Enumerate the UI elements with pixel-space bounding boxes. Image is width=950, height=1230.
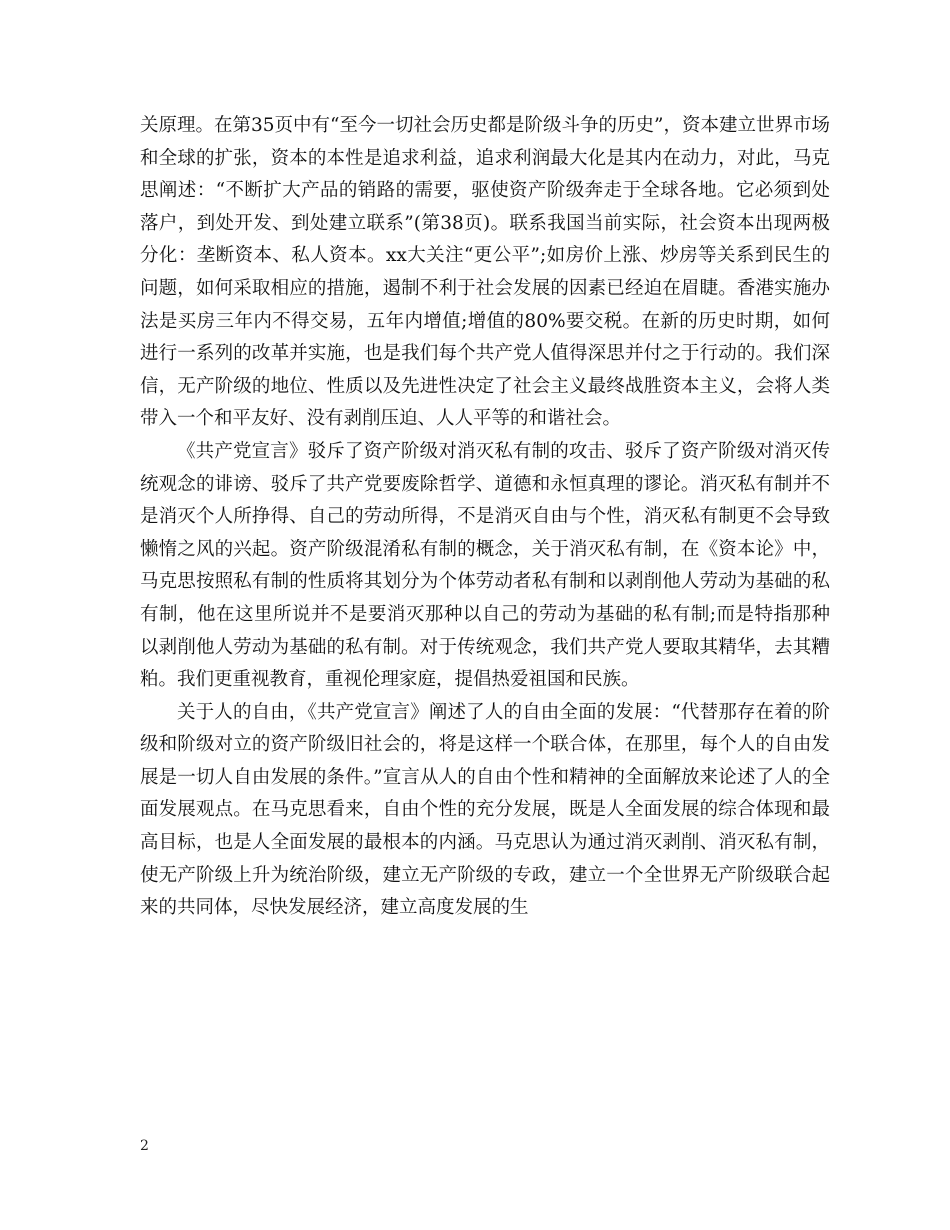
body-text bbox=[140, 110, 830, 925]
paragraph-manifesto-private-property: 《共产党宣言》驳斥了资产阶级对消灭私有制的攻击、驳斥了资产阶级对消灭传统观念的诽谤、驳斥了共产党要废除哲学、道德和永恒真理的谬论。消灭私有制并不是消灭个人所挣得、自己的劳动所得，不是消灭自由与个性，消灭私有制更不会导致懒惰之风的兴起。资产阶级混淆私有制的概念，关于消灭私有制，在《资本论》中，马克思按照私有制的性质将其划分为个体劳动者私有制和以剥削他人劳动为基础的私有制，他在这里所说并不是要消灭那种以自己的劳动为基础的私有制;而是特指那种以剥削他人劳动为基础的私有制。对于传统观念，我们共产党人要取其精华，去其糟粕。我们更重视教育，重视伦理家庭，提倡热爱祖国和民族。 bbox=[140, 440, 830, 691]
paragraph-human-freedom: 关于人的自由，《共产党宣言》阐述了人的自由全面的发展：“代替那存在着的阶级和阶级对立的资产阶级旧社会的，将是这样一个联合体，在那里，每个人的自由发展是一切人自由发展的条件。”宣言从人的自由个性和精神的全面解放来论述了人的全面发展观点。在马克思看来，自由个性的充分发展，既是人全面发展的综合体现和最高目标，也是人全面发展的最根本的内涵。马克思认为通过消灭剥削、消灭私有制，使无产阶级上升为统治阶级，建立无产阶级的专政，建立一个全世界无产阶级联合起来的共同体，尽快发展经济，建立高度发展的生 bbox=[140, 701, 830, 919]
page-number: 2 bbox=[140, 1138, 149, 1154]
paragraph-continued: 关原理。在第35页中有“至今一切社会历史都是阶级斗争的历史”，资本建立世界市场和全球的扩张，资本的本性是追求利益，追求利润最大化是其内在动力，对此，马克思阐述：“不断扩大产品的销路的需要，驱使资产阶级奔走于全球各地。它必须到处落户，到处开发、到处建立联系”(第38页)。联系我国当前实际，社会资本出现两极分化：垄断资本、私人资本。xx大关注“更公平”;如房价上涨、炒房等关系到民生的问题，如何采取相应的措施，遏制不利于社会发展的因素已经迫在眉睫。香港实施办法是买房三年内不得交易，五年内增值;增值的80%要交税。在新的历史时期，如何进行一系列的改革并实施，也是我们每个共产党人值得深思并付之于行动的。我们深信，无产阶级的地位、性质以及先进性决定了社会主义最终战胜资本主义，会将人类带入一个和平友好、没有剥削压迫、人人平等的和谐社会。 bbox=[140, 115, 830, 430]
